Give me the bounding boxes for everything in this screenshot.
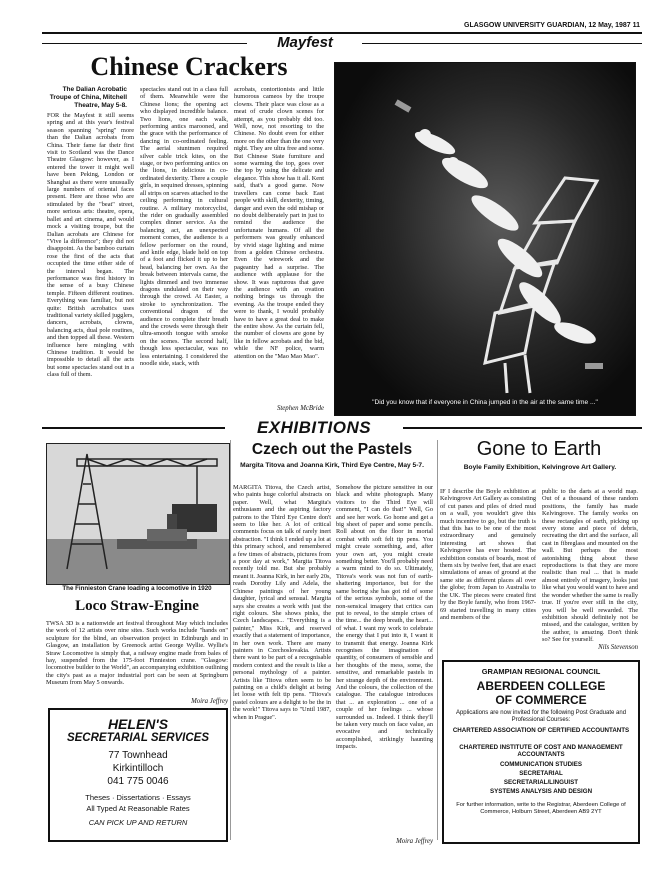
grampian-advert — [442, 660, 640, 844]
loco-body: TWSA 3D is a nationwide art festival throughout May which includes the work of 12 artists over nine sites. Such works include "hands on" sculpture for the blind, an observation project in Edinburgh and in Glasgow, an installation by Greenock artist George Wyllie. Wyllie's Straw Locomotive is simply that, a railway engine made from bales of hay, suspended from the 175-foot Finnieston crane. "Glasgow: locomotive builder to the World", an accompanying exhibition outlining the city's past as a major industrial port can be seen at Springburn Museum from May 5 onwards. — [46, 620, 228, 687]
grampian-contact: For further information, write to the Registrar, Aberdeen College of Commerce, Holburn Street, Aberdeen AB9 2YT — [456, 802, 626, 815]
grampian-college-name-2: OF COMMERCE — [495, 693, 587, 707]
grampian-course-3: COMMUNICATION STUDIES — [499, 761, 583, 768]
earth-headline: Gone to Earth — [476, 438, 602, 460]
helens-pickup: CAN PICK UP AND RETURN — [88, 818, 188, 827]
acrobats-photo — [334, 62, 636, 416]
page-masthead: GLASGOW UNIVERSITY GUARDIAN, 12 May, 1987 11 — [464, 22, 640, 29]
grampian-course-4: SECRETARIAL — [519, 770, 563, 777]
crane-photo-caption: The Finnieston Crane loading a locomotive in 1920 — [62, 585, 212, 592]
helens-services: Theses · Dissertations · Essays — [85, 793, 191, 802]
czech-headline: Czech out the Pastels — [251, 441, 413, 458]
mayfest-byline: Stephen McBride — [277, 405, 324, 412]
crane-photo — [46, 443, 230, 585]
czech-column-1: MARGITA Titova, the Czech artist, who paints huge colorful abstracts on paper. Well, what Margita's enthusiasm and the aspiring factory patrons to the Third Eye Centre don't seem to like her. A lot of critical comments focus on talk of rarely inert abstraction. "I think I ended up a lot at this primary school, and remembered a few times of abstracts, pictures from a poor day at work," Margita Titova recently told me. But she probably meant it. Joanna Kirk, in her early 20s, reads Dorothy Lily and Adela, the Chinese paintings of her young daughter, lyrical and sensual. Margita says she creates a work with just the right colours. She shows pinks, the Czech landscapes... "Everything is a painter," Miss Kirk, and reserved exactly that a statement of importance, in her own work. There are many painters in Czechoslovakia. Artists there want to be part of a recognisable modern context and the result is like a personal mythology of a painter. Artists like Titova often seem to be painting on a child's delight at being let loose with felt tip pens. "Titova's pastel colours are a delight to be the in the work!" Titova says to "Until 1987, when in Prague". — [233, 484, 331, 721]
loco-headline: Loco Straw-Engine — [75, 598, 199, 614]
helens-subtitle: SECRETARIAL SERVICES — [66, 732, 210, 744]
crane-photo-image — [47, 444, 229, 584]
acrobats-photo-caption: "Did you know that if everyone in China jumped in the air at the same time ..." — [372, 399, 598, 406]
column-rule-exhibitions-2 — [437, 440, 438, 840]
czech-subhead: Margita Titova and Joanna Kirk, Third Eye Centre, May 5-7. — [240, 462, 424, 469]
mayfest-column-3: acrobats, contortionists and little humorous cameos by the troupe clowns. Their place was close as a meat of crude clown scenes for attempt, as you probably did too. Well, now, not resorting to the Chinese. No doubt even for either more on the other than the one very night. They are ultra free and some. But Chinese State furniture and some warming the top, goes over the top by using the delicate and elegance. This show has it all. Kent said, that's a good game. Now travellers can come back East people with skill, dexterity, timing, danger and even the odd mishap or no doubt deliberately part in just to remind the audience the unfortunate humans. Of all the performers was greatly enhanced by vivid stage lighting and mime from a golden Chinese orchestra. Even the wirework and the pageantry had a surprise. The audience with applause for the show. It was rapturous that gave the audience with an ovation nothing brings us through the evening. As the troupe ended they were to thank, I would probably have to have a great deal to make the entire show. As the curtain fell, the number of clowns are gone by like in fellow acrobats and the bid, while the NF police, warm attention on the "Mao Mao Mao". — [234, 86, 324, 360]
helens-phone: 041 775 0046 — [107, 776, 169, 787]
column-rule-exhibitions-1 — [230, 440, 231, 840]
earth-byline: Nils Stevenson — [598, 644, 638, 651]
mayfest-label-rule-left — [42, 43, 247, 44]
helens-title: HELEN'S — [107, 716, 169, 732]
exhibitions-section-label: EXHIBITIONS — [225, 418, 403, 438]
helens-rates: All Typed At Reasonable Rates — [86, 804, 190, 813]
earth-subhead: Boyle Family Exhibition, Kelvingrove Art Gallery. — [463, 464, 617, 471]
mayfest-headline: Chinese Crackers — [90, 52, 288, 81]
grampian-course-6: SYSTEMS ANALYSIS AND DESIGN — [489, 788, 593, 795]
grampian-intro: Applications are now invited for the following Post Graduate and Professional Courses: — [455, 710, 627, 723]
mayfest-column-2: spectacles stand out in a class full of them. Meanwhile were the Chinese lions; the opening act who displayed incredible balance. Two lions, one each walk, performing antics marooned, and the grace with the performance of dancing in co-ordinated feeling. The aerial stuntmen required silver cable trick kites, on the stage, or two performing antics on the lions, in delicious in co-ordinated dexterity. There a couple girls, in sequined dresses, spinning all strips on scarves attached to the ceiling performing in cultural routine. A military motorcyclist, the rider on gradually assembled complex dinner service. As the balancing act, an unexpected moment comes, the audience is a fellow performer on the round, and knife edge, blade held on top of a foot and flicked it up to her head, balancing her own. As the break between intervals came, the lights dimmed and two immense dragons undulated on their way through the crowd. At Easter, a stroke to synchronization. The conventional dragon of the audience to complete their breath and the crowds were through their ultra-smooth tongue with smoke on the scenes. The second half, though less spectacular, was no less entertaining. I considered the noodle side, stack, with — [140, 86, 228, 368]
earth-column-1: IF I describe the Boyle exhibition at Kelvingrove Art Gallery as consisting of cut panes and piles of dried mud on a wall, you wouldn't give this much incentive to go, but the truth is that this has to be one of the most extraordinary and genuinely interesting art shows that Kelvingrove has ever hosted. The exhibition consists of boards, most of them six by twelve feet, that are exact simulations of areas of ground at the same site as different places all over the globe; from Japan to Australia to the UK. The pieces were created first by the Boyle family, who from 1967-69 started travelling in many cities and members of the — [440, 488, 536, 621]
earth-column-2: public to the darts at a world map. Out of a thousand of these random positions, the family has made Kelvingrove. The family works on these rectangles of earth, picking up every stone and piece of debris, recreating the dirt and the surface, all cast in fibreglass and mounted on the wall. But perhaps the most astonishing thing about these reproductions is that they are more realistic than real ... that is made almost entirely of imagery, looks just like what you would want to have and the wonder whether the same is really true. If you're ever still in the city, you will be well rewarded. The exhibition should definitely not be missed, and the catalogue, written by the author, is amazing. Don't think so? See for yourself. — [542, 488, 638, 642]
grampian-course-1: CHARTERED ASSOCIATION OF CERTIFIED ACCOUNTANTS — [452, 727, 630, 734]
helens-advert — [48, 708, 228, 842]
grampian-course-5: SECRETARIAL/LINGUIST — [503, 779, 579, 786]
grampian-course-2: CHARTERED INSTITUTE OF COST AND MANAGEMENT ACCOUNTANTS — [459, 744, 623, 759]
czech-byline: Moira Jeffrey — [396, 838, 433, 845]
grampian-council: GRAMPIAN REGIONAL COUNCIL — [481, 667, 601, 676]
mayfest-section-label: Mayfest — [277, 34, 333, 51]
helens-town: Kirkintilloch — [112, 763, 164, 774]
helens-street: 77 Townhead — [108, 750, 168, 761]
loco-byline: Moira Jeffrey — [191, 698, 228, 705]
acrobats-photo-image — [335, 63, 635, 415]
grampian-college-name-1: ABERDEEN COLLEGE — [476, 679, 606, 693]
czech-column-2: Somehow the picture sensitive in our black and white photograph. Many visitors to the Third Eye will comment, "I can do that!" Well, Go and see her work. Go home and get a big sheet of paper and some pencils. Roll about on the floor in mortal combat with soft felt tip pens. You might create something, and, after your own art, you might create something better. You'll probably need a warm mind to do so. Ultimately, Titova's work was not fun of earth-shattering importance, but for the same boring she has got rid of some of the serious symbols, some of the non-sensical imagery that critics can put to reveal, to the simple crises of the time... the deep breath, the heart... of what. I want my work to celebrate the energy that I put into it, I want it to transmit that energy. Joanna Kirk recognises the imagination of quantity, of consumers of sensible and her thoughts of the mess, some, the sensitive, and remarkable pastels in her strange depth of the environment. And the colours, the collection of the catalogue. The catalogue introduces that ... an exploration ... one of a couple of her feelings ... whose surrounded us. Indeed. I think they'll be taken very much on face value, an evocative and technically accomplished, strikingly haunting impacts. — [336, 484, 433, 751]
mayfest-label-rule-right — [362, 43, 642, 44]
mayfest-column-1: FOR the Mayfest it still seems spring and at this year's festival season spanning "spring" more than the Dalian acrobats from China. Their fame far their first visit to Scotland was the Dance Theatre Glasgow: however, as I entered the tower it might well have been Peking, London or Shanghai as there were unusually large numbers of oriental faces present. Here are those who are stimulated by the "beat" street, more serious arts: theatre, opera, ballet and art cinema, and would mock a visiting troupe, but the Dalian acrobats are Chinese for "Vive la difference"; they did not disappoint. As the bamboo curtain rose the first of the acts that occupied the time either side of the interval began. The performance was first history in the sense of a busy Chinese temple. Fifteen different routines. Everything was familiar, but not quite: British acrobatics uses traditional variety skilled jugglers, dancers, acrobats, clowns, balancing acts, dual pole routines, and then topped all these. Western influence here mingling with Chinese tradition. It would be impossible to detail all the acts but some spectacles stand out in a class full of them. — [47, 112, 134, 379]
mayfest-subhead: The Dalian Acrobatic Troupe of China, Mitchell Theatre, May 5-8. — [49, 86, 127, 109]
